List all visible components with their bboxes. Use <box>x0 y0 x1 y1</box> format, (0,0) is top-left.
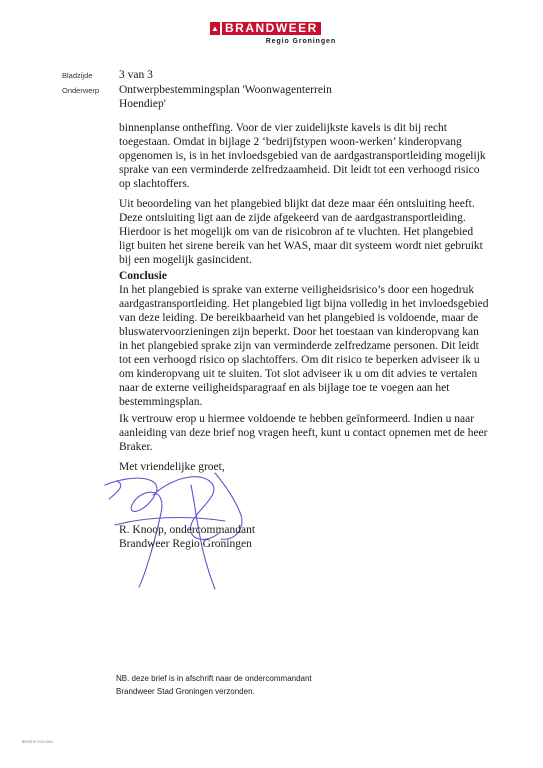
text-line: Ik vertrouw erop u hiermee voldoende te hebben geïnformeerd. Indien u naar <box>119 413 475 425</box>
text-line: bij een mogelijk gasincident. <box>119 254 252 266</box>
logo-emblem-icon: ▲ <box>211 24 219 33</box>
page-label: Bladzijde <box>62 71 93 80</box>
closing-greeting: Met vriendelijke groet, <box>119 461 225 473</box>
text-line: sprake van een verminderde zelfredzaamheid. Dit leidt tot een verhoogd risico <box>119 164 480 176</box>
signer-name: R. Knoop, ondercommandant <box>119 524 256 536</box>
brandweer-logo <box>210 22 338 45</box>
text-line: Deze ontsluiting ligt aan de zijde afgekeerd van de aardgastransportleiding. <box>119 212 466 224</box>
subject-label: Onderwerp <box>62 86 100 95</box>
conclusion-heading: Conclusie <box>119 270 167 282</box>
text-line: ligt buiten het sirene bereik van het WAS, maar dit systeem wordt niet gebruikt <box>119 240 483 252</box>
text-line: opgenomen is, is in het invloedsgebied van de aardgastransportleiding mogelijk <box>119 150 486 162</box>
text-line: bestemmingsplan. <box>119 396 203 408</box>
logo-subtitle: Regio Groningen <box>265 38 336 45</box>
footer-note-line-2: Brandweer Stad Groningen verzonden. <box>116 687 255 696</box>
paragraph-1 <box>119 121 486 191</box>
text-line: in het plangebied sprake zijn van verminderde zelfredzame personen. Dit leidt <box>119 340 479 352</box>
footer-note-line-1: NB. deze brief is in afschrift naar de ondercommandant <box>116 674 312 683</box>
signer-organization: Brandweer Regio Groningen <box>119 538 252 550</box>
text-line: aardgastransportleiding. Het plangebied ligt bijna volledig in het invloedsgebied <box>119 298 489 310</box>
text-line: aanleiding van deze brief nog vragen heeft, kunt u contact opnemen met de heer <box>119 427 488 439</box>
text-line: toegestaan. Omdat in bijlage 2 ‘bedrijfstypen woon-werken’ kinderopvang <box>119 136 462 148</box>
text-line: op slachtoffers. <box>119 178 190 190</box>
text-line: van deze leiding. De bereikbaarheid van het plangebied is voldoende, maar de <box>119 312 479 324</box>
paragraph-2 <box>119 197 483 267</box>
text-line: naar de externe veiligheidsparagraaf en als bijlage toe te voegen aan het <box>119 382 450 394</box>
paragraph-4 <box>119 412 488 454</box>
text-line: tot een verhoogd risico op slachtoffers. Om dit risico te beperken adviseer ik u <box>119 354 480 366</box>
text-line: Braker. <box>119 441 153 453</box>
text-line: In het plangebied is sprake van externe veiligheidsrisico’s door een hogedruk <box>119 284 475 296</box>
page-number: 3 van 3 <box>119 69 153 81</box>
text-line: Uit beoordeling van het plangebied blijkt dat deze maar één ontsluiting heeft. <box>119 198 475 210</box>
subject-value: Ontwerpbestemmingsplan 'Woonwagenterrein Hoendiep' <box>119 84 332 110</box>
text-line: Hierdoor is het mogelijk om van de risicobron af te vluchten. Het plangebied <box>119 226 474 238</box>
document-code: BRGR P/ V.02.0001 <box>22 740 54 744</box>
text-line: bluswatervoorzieningen zijn beperkt. Door het toestaan van kinderopvang kan <box>119 326 479 338</box>
logo-wordmark: BRANDWEER <box>222 22 321 35</box>
paragraph-3 <box>119 283 489 409</box>
text-line: binnenplanse ontheffing. Voor de vier zuidelijkste kavels is dit bij recht <box>119 122 448 134</box>
text-line: om kinderopvang uit te sluiten. Tot slot adviseer ik u om dit advies te vertalen <box>119 368 478 380</box>
